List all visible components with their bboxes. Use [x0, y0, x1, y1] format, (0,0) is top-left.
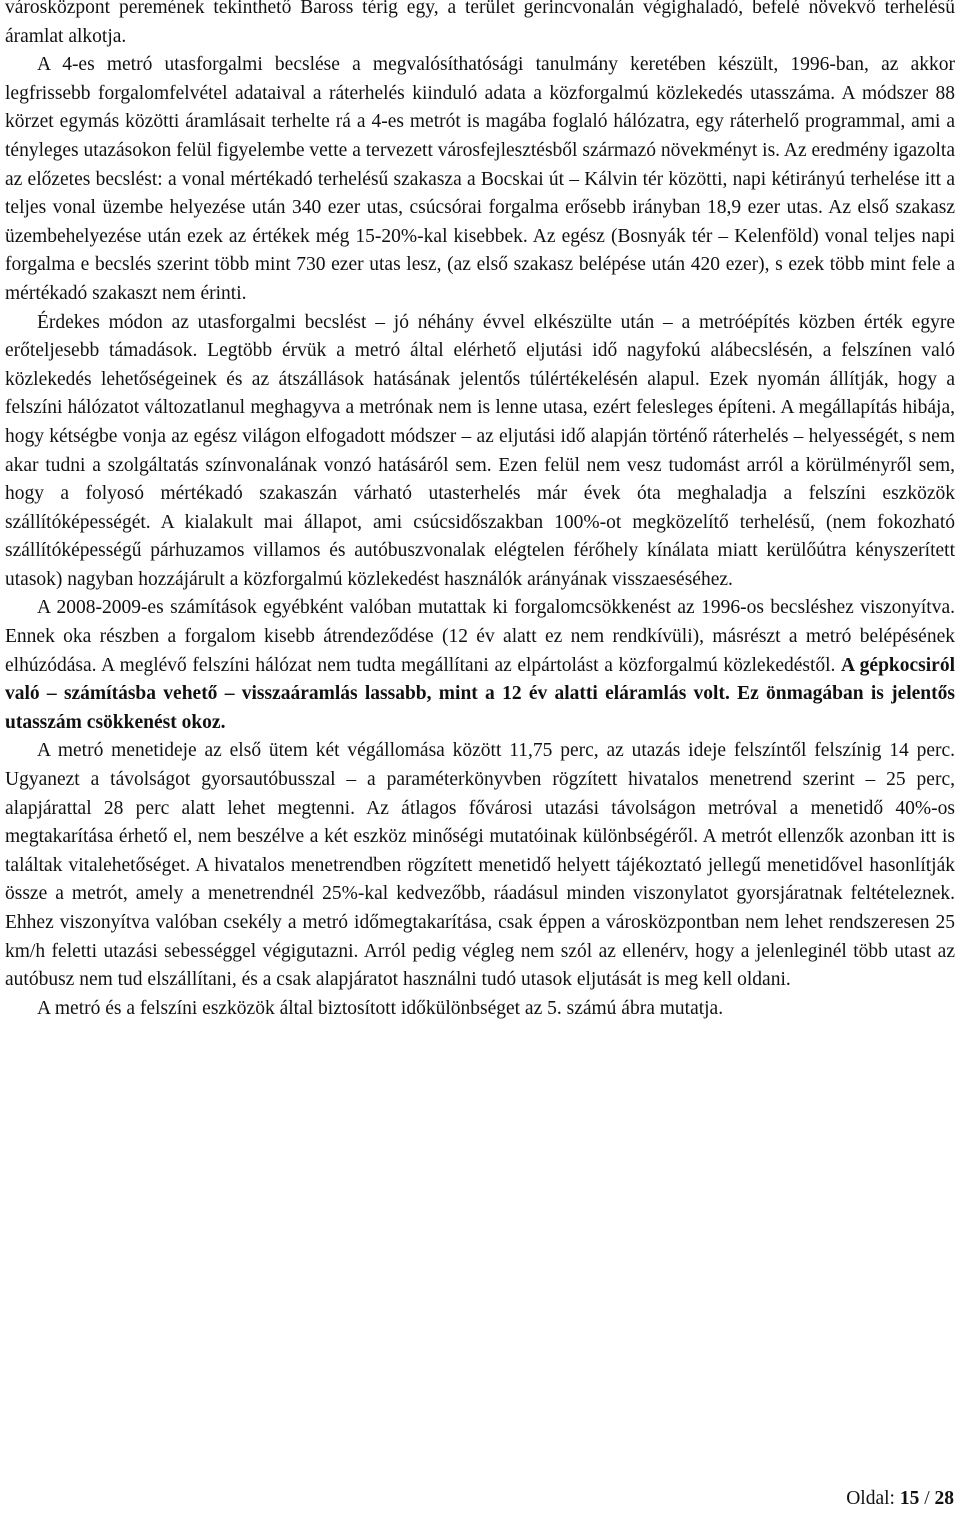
page-label: Oldal: [846, 1488, 900, 1509]
page-current: 15 [899, 1488, 920, 1509]
page-separator: / [919, 1488, 935, 1509]
paragraph-4 [5, 594, 955, 737]
page-footer [846, 1487, 954, 1511]
paragraph-2: A 4-es metró utasforgalmi becslése a megvalósíthatósági tanulmány keretében készült, 1996-ban, az akkor legfrissebb forgalomfelvétel adataival a ráterhelés kiinduló adata a közforgalmú közlekedés utasszáma. A módszer 88 körzet egymás közötti áramlásait terhelte rá a 4-es metrót is magába foglaló hálózatra, egy ráterhelő programmal, ami a tényleges utazásokon felül figyelembe vette a tervezett városfejlesztésből származó növekményt is. Az eredmény igazolta az előzetes becslést: a vonal mértékadó terhelésű szakasza a Bocskai út – Kálvin tér közötti, napi kétirányú terhelése itt a teljes vonal üzembe helyezése után 340 ezer utas, csúcsórai forgalma erősebb irányban 18,9 ezer utas. Az első szakasz üzembehelyezése után ezek az értékek még 15-20%-kal kisebbek. Az egész (Bosnyák tér – Kelenföld) vonal teljes napi forgalma e becslés szerint több mint 730 ezer utas lesz, (az első szakasz belépése után 420 ezer), s ezek több mint fele a mértékadó szakaszt nem érinti. [5, 54, 955, 304]
paragraph-4-bold-text: A gépkocsiról való – számításba vehető – visszaáramlás lassabb, mint a 12 év alatti eláramlás volt. Ez önmagában is jelentős utasszám csökkenést okoz. [5, 654, 955, 733]
document-body [5, 0, 955, 1023]
paragraph-1: városközpont peremének tekinthető Baross térig egy, a terület gerincvonalán végighaladó, befelé növekvő terhelésű áramlat alkotja. [5, 0, 955, 47]
paragraph-6: A metró és a felszíni eszközök által biztosított időkülönbséget az 5. számú ábra mutatja. [37, 997, 724, 1019]
paragraph-3: Érdekes módon az utasforgalmi becslést – jó néhány évvel elkészülte után – a metróépítés közben érték egyre erőteljesebb támadások. Legtöbb érvük a metró által elérhető eljutási idő nagyfokú alábecslésén, a felszínen való közlekedés lehetőségeinek és az átszállások hatásának jelentős túlértékelésén alapul. Ezek nyomán állítják, hogy a felszíni hálózatot változatlanul meghagyva a metrónak nem is lenne utasa, ezért felesleges építeni. A megállapítás hibája, hogy kétségbe vonja az egész világon elfogadott módszer – az eljutási idő alapján történő ráterhelés – helyességét, s nem akar tudni a szolgáltatás színvonalának vonzó hatásáról sem. Ezen felül nem vesz tudomást arról a körülményről sem, hogy a folyosó mértékadó szakaszán várható utasterhelés már évek óta meghaladja a felszíni eszközök szállítóképességét. A kialakult mai állapot, ami csúcsidőszakban 100%-ot megközelítő terhelésű, (nem fokozható szállítóképességű párhuzamos villamos és autóbuszvonalak elégtelen férőhely kínálata miatt kerülőútra kényszerített utasok) nagyban hozzájárult a közforgalmú közlekedést használók arányának visszaeséséhez. [5, 311, 955, 590]
paragraph-4-text: A 2008-2009-es számítások egyébként valóban mutattak ki forgalomcsökkenést az 1996-os becsléshez viszonyítva. Ennek oka részben a forgalom kisebb átrendeződése (12 év alatt ez nem rendkívüli), másrészt a metró belépésének elhúzódása. A meglévő felszíni hálózat nem tudta megállítani az elpártolást a közforgalmú közlekedéstől. [5, 597, 955, 676]
paragraph-5: A metró menetideje az első ütem két végállomása között 11,75 perc, az utazás ideje felszíntől felszínig 14 perc. Ugyanezt a távolságot gyorsautóbusszal – a paraméterkönyvben rögzített hivatalos menetrend szerint – 25 perc, alapjárattal 28 perc alatt lehet megtenni. Az átlagos fővárosi utazási távolságon metróval a menetidő 40%-os megtakarítása érhető el, nem beszélve a két eszköz minőségi mutatóinak különbségéről. A metrót ellenzők azonban itt is találtak vitalehetőséget. A hivatalos menetrendben rögzített menetidő helyett tájékoztató jellegű menetidővel hasonlítják össze a metrót, amely a menetrendnél 25%-kal kedvezőbb, ráadásul minden viszonylatot gyorsjáratnak feltételeznek. Ehhez viszonyítva valóban csekély a metró időmegtakarítása, csak éppen a városközpontban nem lehet rendszeresen 25 km/h feletti utazási sebességgel végigutazni. Arról pedig végleg nem szól az ellenérv, hogy a jelenleginél több utast az autóbusz nem tud elszállítani, és a csak alapjáratot használni tudó utasok eljutását is meg kell oldani. [5, 740, 955, 991]
page-total: 28 [934, 1488, 954, 1509]
